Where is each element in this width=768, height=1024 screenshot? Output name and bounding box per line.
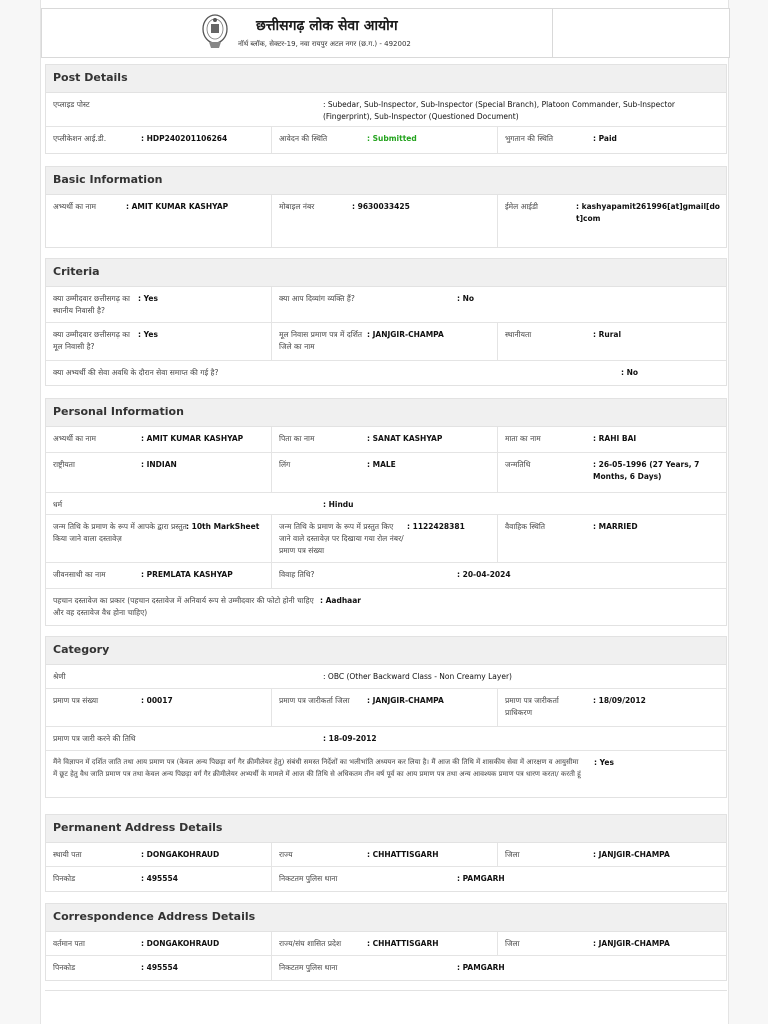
permanent-address-row-1 <box>46 843 726 867</box>
criteria-section <box>45 258 727 386</box>
personal-row-5 <box>46 563 726 589</box>
state-label: राज्य <box>279 850 293 859</box>
dob-doc-number-value: : 1122428381 <box>407 522 465 531</box>
form-header <box>41 8 730 58</box>
certificate-authority-value: : 18/09/2012 <box>593 696 646 705</box>
dob-value: : 26-05-1996 (27 Years, 7 Months, 6 Days) <box>593 460 700 481</box>
applied-post-value: : Subedar, Sub-Inspector, Sub-Inspector (Special Branch), Platoon Commander, Sub-Inspector (Fingerprint), Sub-Inspector (Questioned Document) <box>323 100 676 121</box>
service-terminated-value: : No <box>621 368 639 377</box>
mobile-label: मोबाइल नंबर <box>279 202 315 211</box>
email-value: : kashyapamit261996[at]gmail[dot]com <box>576 202 720 223</box>
police-station-label: निकटतम पुलिस थाना <box>279 963 338 972</box>
district-label: जिला <box>505 850 520 859</box>
cg-resident-value: : Yes <box>138 294 158 303</box>
disabled-value: : No <box>457 294 475 303</box>
district-value: : JANJGIR-CHAMPA <box>593 939 670 948</box>
spouse-name-label: जीवनसाथी का नाम <box>53 570 106 579</box>
spouse-name-value: : PREMLATA KASHYAP <box>141 570 233 579</box>
criteria-row-1 <box>46 287 726 323</box>
section-title: Permanent Address Details <box>46 815 726 843</box>
state-ut-label: राज्य/संघ शासित प्रदेश <box>279 939 342 948</box>
category-row-3 <box>46 727 726 751</box>
page-footer-area <box>45 990 727 1024</box>
father-name-value: : SANAT KASHYAP <box>367 434 443 443</box>
payment-status-value: : Paid <box>593 134 617 143</box>
category-row-1 <box>46 665 726 689</box>
permanent-address-label: स्थायी पता <box>53 850 82 859</box>
marital-status-label: वैवाहिक स्थिति <box>505 522 546 531</box>
section-title: Category <box>46 637 726 665</box>
pincode-label: पिनकोड <box>53 874 76 883</box>
section-title: Criteria <box>46 259 726 287</box>
certificate-date-value: : 18-09-2012 <box>323 734 377 743</box>
personal-row-2 <box>46 453 726 493</box>
application-id-label: एप्लीकेशन आई.डी. <box>53 134 107 143</box>
pincode-value: : 495554 <box>141 874 178 883</box>
permanent-address-value: : DONGAKOHRAUD <box>141 850 220 859</box>
section-title: Correspondence Address Details <box>46 904 726 932</box>
service-terminated-label: क्या अभ्यर्थी की सेवा अवधि के दौरान सेवा समाप्त की गई है? <box>53 368 219 377</box>
candidate-name-value: : AMIT KUMAR KASHYAP <box>141 434 244 443</box>
certificate-district-value: : JANJGIR-CHAMPA <box>367 696 444 705</box>
cg-resident-label: क्या उम्मीदवार छत्तीसगढ़ का स्थानीय निवासी है? <box>53 294 130 315</box>
criteria-row-3 <box>46 361 726 385</box>
marriage-date-value: : 20-04-2024 <box>457 570 511 579</box>
category-value: : OBC (Other Backward Class - Non Creamy Layer) <box>323 672 512 681</box>
application-status-label: आवेदन की स्थिति <box>279 134 328 143</box>
certificate-number-label: प्रमाण पत्र संख्या <box>53 696 99 705</box>
police-station-value: : PAMGARH <box>457 874 505 883</box>
certificate-district-label: प्रमाण पत्र जारीकर्ता जिला <box>279 696 350 705</box>
police-station-label: निकटतम पुलिस थाना <box>279 874 338 883</box>
criteria-row-2 <box>46 323 726 361</box>
category-label: श्रेणी <box>53 672 66 681</box>
dob-proof-value: : 10th MarkSheet <box>186 522 260 531</box>
id-document-value: : Aadhaar <box>320 596 362 605</box>
state-value: : CHHATTISGARH <box>367 850 439 859</box>
locality-value: : Rural <box>593 330 622 339</box>
category-row-2 <box>46 689 726 727</box>
marriage-date-label: विवाह तिथि? <box>279 570 315 579</box>
applied-post-row <box>46 93 726 127</box>
locality-label: स्थानीयता <box>505 330 532 339</box>
declaration-label: मैंने विज्ञापन में दर्शित जाति तथा आय प्रमाण पत्र (केवल अन्य पिछड़ा वर्ग गैर क्रीमीलेयर हेतु) संबंधी समस्त निर्देशों का भलीभांति अध्ययन कर लिया है। मैं आज की तिथि में शासकीय सेवा में आरक्षण व आयुसीमा में छूट हेतु वैध जाति प्रमाण पत्र तथा केवल अन्य पिछड़ा वर्ग गैर क्रीमीलेयर अभ्यर्थी के मामले में आज की तिथि से अधिकतम तीन वर्ष पूर्व का आय प्रमाण पत्र तथा अन्य आवश्यक प्रमाण पत्र धारण करता/ करती हूं <box>53 758 581 778</box>
domicile-district-value: : JANJGIR-CHAMPA <box>367 330 444 339</box>
section-title: Personal Information <box>46 399 726 427</box>
nationality-label: राष्ट्रीयता <box>53 460 75 469</box>
certificate-authority-label: प्रमाण पत्र जारीकर्ता प्राधिकरण <box>505 696 559 717</box>
disabled-label: क्या आप दिव्यांग व्यक्ति हैं? <box>279 294 355 303</box>
nationality-value: : INDIAN <box>141 460 177 469</box>
payment-status-label: भुगतान की स्थिति <box>505 134 554 143</box>
personal-information-section <box>45 398 727 626</box>
application-status-value: : Submitted <box>367 134 417 143</box>
personal-row-1 <box>46 427 726 453</box>
certificate-number-value: : 00017 <box>141 696 173 705</box>
post-details-section <box>45 64 727 154</box>
district-value: : JANJGIR-CHAMPA <box>593 850 670 859</box>
personal-row-4 <box>46 515 726 563</box>
permanent-address-row-2 <box>46 867 726 891</box>
personal-row-3 <box>46 493 726 515</box>
state-ut-value: : CHHATTISGARH <box>367 939 439 948</box>
header-divider <box>552 9 553 57</box>
basic-information-section <box>45 166 727 248</box>
personal-row-6 <box>46 589 726 625</box>
mobile-value: : 9630033425 <box>352 202 410 211</box>
declaration-value: : Yes <box>594 758 614 767</box>
pincode-value: : 495554 <box>141 963 178 972</box>
correspondence-address-section <box>45 903 727 981</box>
mother-name-label: माता का नाम <box>505 434 541 443</box>
organization-name: छत्तीसगढ़ लोक सेवा आयोग <box>256 18 398 34</box>
cg-native-label: क्या उम्मीदवार छत्तीसगढ़ का मूल निवासी है? <box>53 330 130 351</box>
dob-doc-number-label: जन्म तिथि के प्रमाण के रूप में प्रस्तुत किए जाने वाले दस्तावेज़ पर दिखाया गया रोल नंबर/प्रमाण पत्र संख्या <box>279 522 404 555</box>
current-address-value: : DONGAKOHRAUD <box>141 939 220 948</box>
candidate-name-value: : AMIT KUMAR KASHYAP <box>126 202 229 211</box>
correspondence-address-row-2 <box>46 956 726 980</box>
application-status-row <box>46 127 726 153</box>
marital-status-value: : MARRIED <box>593 522 638 531</box>
section-title: Basic Information <box>46 167 726 195</box>
candidate-name-label: अभ्यर्थी का नाम <box>53 434 96 443</box>
district-label: जिला <box>505 939 520 948</box>
category-row-4 <box>46 751 726 797</box>
domicile-district-label: मूल निवास प्रमाण पत्र में दर्शित जिले का नाम <box>279 330 363 351</box>
permanent-address-section <box>45 814 727 892</box>
category-section <box>45 636 727 798</box>
section-title: Post Details <box>46 65 726 93</box>
candidate-name-label: अभ्यर्थी का नाम <box>53 202 96 211</box>
state-emblem-icon <box>200 12 230 52</box>
pincode-label: पिनकोड <box>53 963 76 972</box>
id-document-label: पहचान दस्तावेज का प्रकार (पहचान दस्तावेज में अनिवार्य रूप से उम्मीदवार की फोटो होनी चाहिए और वह दस्तावेज वैध होना चाहिए) <box>53 596 314 617</box>
applied-post-label: एप्लाइड पोस्ट <box>53 100 90 109</box>
application-form-page <box>40 0 729 1024</box>
correspondence-address-row-1 <box>46 932 726 956</box>
cg-native-value: : Yes <box>138 330 158 339</box>
dob-proof-label: जन्म तिथि के प्रमाण के रूप में आपके द्वारा प्रस्तुत किया जाने वाला दस्तावेज़ <box>53 522 187 543</box>
dob-label: जन्मतिथि <box>505 460 531 469</box>
gender-value: : MALE <box>367 460 396 469</box>
current-address-label: वर्तमान पता <box>53 939 85 948</box>
police-station-value: : PAMGARH <box>457 963 505 972</box>
mother-name-value: : RAHI BAI <box>593 434 637 443</box>
application-id-value: : HDP240201106264 <box>141 134 228 143</box>
email-label: ईमेल आईडी <box>505 202 538 211</box>
basic-info-row <box>46 195 726 247</box>
gender-label: लिंग <box>279 460 291 469</box>
religion-label: धर्म <box>53 500 63 509</box>
religion-value: : Hindu <box>323 500 354 509</box>
organization-address: नॉर्थ ब्लॉक, सेक्टर-19, नवा रायपुर अटल नगर (छ.ग.) - 492002 <box>238 40 411 48</box>
certificate-date-label: प्रमाण पत्र जारी करने की तिथि <box>53 734 136 743</box>
father-name-label: पिता का नाम <box>279 434 315 443</box>
